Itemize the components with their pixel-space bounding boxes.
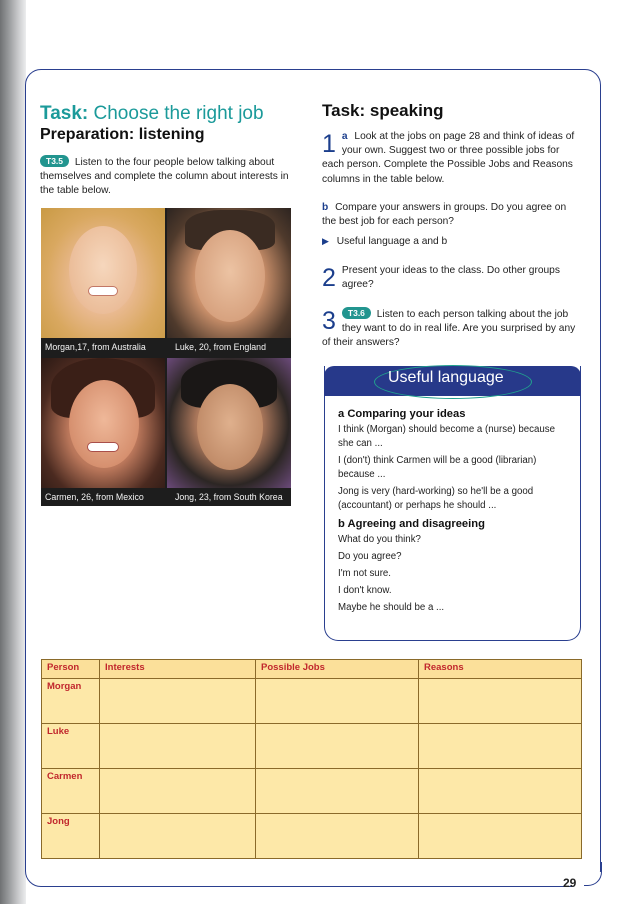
comparing-heading bbox=[338, 407, 570, 421]
agreeing-label: b bbox=[338, 518, 345, 530]
photo-morgan bbox=[41, 208, 165, 338]
header-reasons: Reasons bbox=[419, 660, 582, 679]
speaking-title: Task: speaking bbox=[322, 101, 444, 120]
agreeing-heading-text: Agreeing and disagreeing bbox=[347, 518, 485, 530]
step-1a-label: a bbox=[341, 131, 348, 142]
table-row bbox=[42, 724, 582, 769]
cell-reasons[interactable] bbox=[419, 814, 582, 859]
comparing-label: a bbox=[338, 408, 345, 420]
cell-possible-jobs[interactable] bbox=[256, 679, 419, 724]
phrase-item: What do you think? bbox=[338, 534, 421, 545]
photo-luke bbox=[167, 208, 291, 338]
table-row bbox=[42, 679, 582, 724]
cell-interests[interactable] bbox=[100, 769, 256, 814]
step-3-number: 3 bbox=[322, 307, 336, 335]
useful-language-content bbox=[338, 407, 570, 618]
task-prefix: Task: bbox=[40, 103, 89, 124]
cell-interests[interactable] bbox=[100, 814, 256, 859]
agreeing-heading bbox=[338, 517, 570, 531]
jobs-table bbox=[41, 659, 582, 859]
step-1b-text: Compare your answers in groups. Do you agree on the best job for each person? bbox=[322, 202, 567, 228]
phrase-item: I'm not sure. bbox=[338, 568, 391, 579]
step-1a bbox=[322, 130, 580, 187]
row-person-jong: Jong bbox=[42, 814, 100, 859]
header-interests: Interests bbox=[100, 660, 256, 679]
caption-carmen: Carmen, 26, from Mexico bbox=[45, 492, 144, 502]
caption-row-bottom bbox=[41, 488, 291, 506]
step-1-number: 1 bbox=[322, 130, 336, 158]
task-name: Choose the right job bbox=[93, 103, 264, 124]
table-header-row bbox=[42, 660, 582, 679]
triangle-arrow-icon: ▶ bbox=[322, 236, 329, 246]
intro-text: Listen to the four people below talking about themselves and complete the column about interests in the table below. bbox=[40, 157, 289, 197]
useful-language-reference bbox=[322, 236, 447, 247]
cell-possible-jobs[interactable] bbox=[256, 814, 419, 859]
audio-track-badge-2[interactable]: T3.6 bbox=[342, 307, 371, 319]
useful-language-reference-text: Useful language a and b bbox=[336, 236, 448, 247]
page-number: 29 bbox=[563, 876, 577, 890]
step-2 bbox=[322, 264, 580, 292]
row-person-carmen: Carmen bbox=[42, 769, 100, 814]
caption-luke: Luke, 20, from England bbox=[175, 342, 266, 352]
step-1b bbox=[322, 201, 580, 229]
cell-possible-jobs[interactable] bbox=[256, 724, 419, 769]
cell-possible-jobs[interactable] bbox=[256, 769, 419, 814]
people-photos bbox=[41, 208, 291, 506]
comparing-heading-text: Comparing your ideas bbox=[347, 408, 466, 420]
table-row bbox=[42, 769, 582, 814]
row-person-morgan: Morgan bbox=[42, 679, 100, 724]
caption-row-top bbox=[41, 338, 291, 356]
cell-reasons[interactable] bbox=[419, 724, 582, 769]
phrase-item: Do you agree? bbox=[338, 551, 402, 562]
phrase-item: Maybe he should be a ... bbox=[338, 602, 445, 613]
step-3 bbox=[322, 307, 580, 351]
step-3-text: Listen to each person talking about the job they want to do in real life. Are you surprised by any of their answers? bbox=[322, 309, 576, 349]
step-2-text: Present your ideas to the class. Do other groups agree? bbox=[341, 265, 560, 291]
phrase-item: I (don't) think Carmen will be a good (librarian) because ... bbox=[338, 455, 537, 480]
phrase-item: I think (Morgan) should become a (nurse) because she can ... bbox=[338, 424, 556, 449]
cell-reasons[interactable] bbox=[419, 679, 582, 724]
phrase-item: I don't know. bbox=[338, 585, 392, 596]
cell-reasons[interactable] bbox=[419, 769, 582, 814]
step-1a-text: Look at the jobs on page 28 and think of ideas of your own. Suggest two or three possible jobs for each person. Complete the Possible Jobs and Reasons columns in the table below. bbox=[322, 131, 575, 185]
caption-morgan: Morgan,17, from Australia bbox=[45, 342, 146, 352]
photo-jong bbox=[167, 358, 291, 488]
cell-interests[interactable] bbox=[100, 724, 256, 769]
table-row bbox=[42, 814, 582, 859]
photo-carmen bbox=[41, 358, 165, 488]
row-person-luke: Luke bbox=[42, 724, 100, 769]
cell-interests[interactable] bbox=[100, 679, 256, 724]
useful-language-title: Useful language bbox=[388, 369, 504, 386]
book-binding bbox=[0, 0, 26, 904]
header-possible-jobs: Possible Jobs bbox=[256, 660, 419, 679]
listening-instructions bbox=[40, 155, 302, 199]
task-title bbox=[40, 103, 264, 125]
header-person: Person bbox=[42, 660, 100, 679]
caption-jong: Jong, 23, from South Korea bbox=[175, 492, 283, 502]
step-2-number: 2 bbox=[322, 264, 336, 292]
step-1b-label: b bbox=[322, 202, 329, 213]
audio-track-badge[interactable]: T3.5 bbox=[40, 155, 69, 167]
preparation-title: Preparation: listening bbox=[40, 126, 205, 143]
phrase-item: Jong is very (hard-working) so he'll be a good (accountant) or perhaps he should ... bbox=[338, 486, 534, 511]
